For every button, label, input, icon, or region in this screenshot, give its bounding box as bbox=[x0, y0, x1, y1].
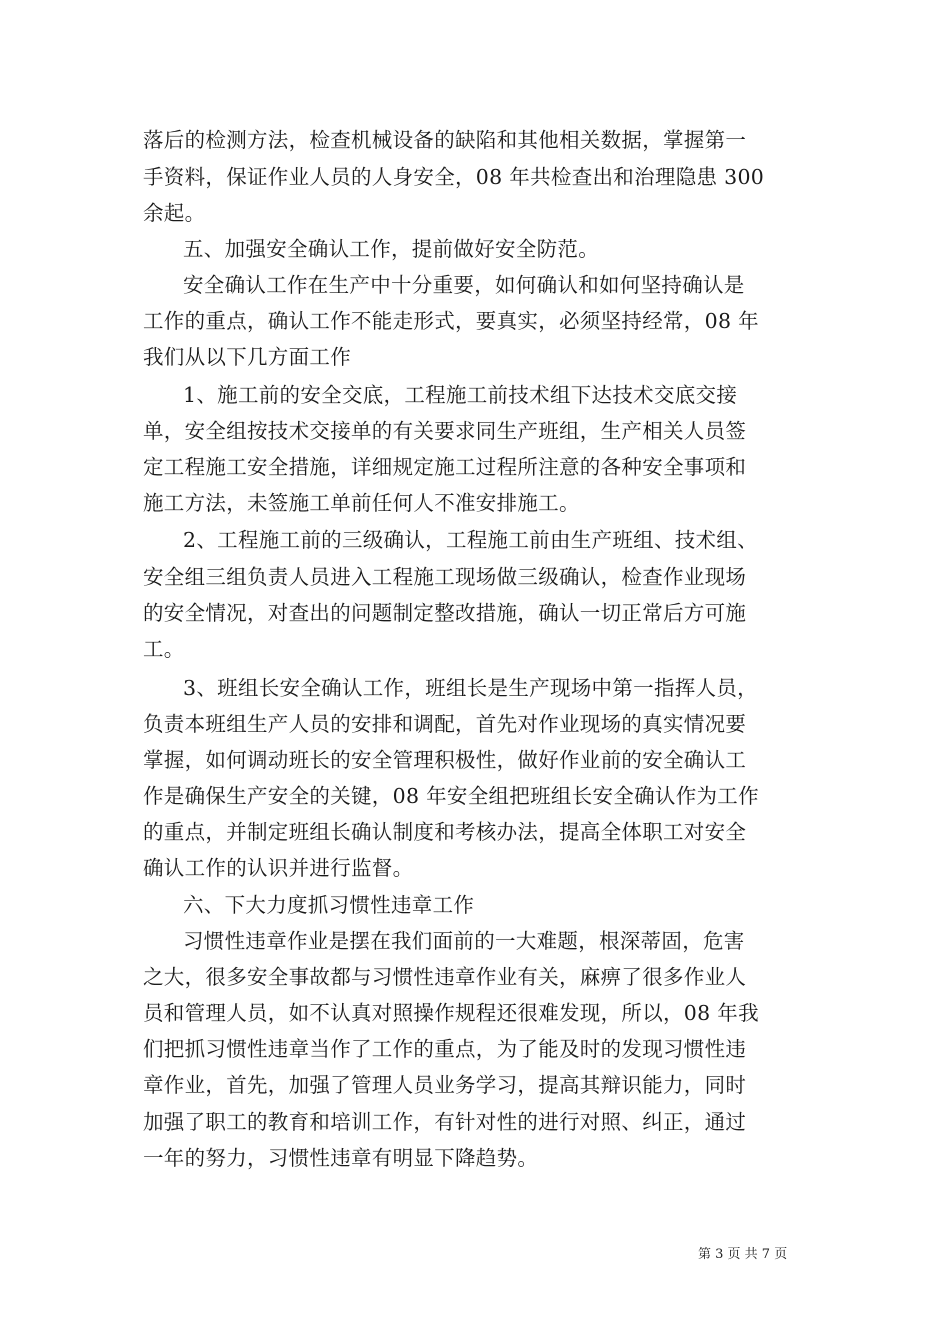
text-line: 1、施工前的安全交底，工程施工前技术组下达技术交底交接 bbox=[183, 383, 738, 407]
text-line: 确认工作的认识并进行监督。 bbox=[143, 856, 414, 880]
text-line: 工作的重点，确认工作不能走形式，要真实，必须坚持经常，08 年 bbox=[143, 309, 759, 333]
text-line: 的重点，并制定班组长确认制度和考核办法，提高全体职工对安全 bbox=[143, 820, 747, 844]
text-line: 工。 bbox=[143, 637, 185, 661]
text-line: 我们从以下几方面工作 bbox=[143, 345, 351, 369]
text-line: 章作业，首先，加强了管理人员业务学习，提高其辩识能力，同时 bbox=[143, 1073, 747, 1097]
text-line: 加强了职工的教育和培训工作，有针对性的进行对照、纠正，通过 bbox=[143, 1110, 747, 1134]
text-line: 安全组三组负责人员进入工程施工现场做三级确认，检查作业现场 bbox=[143, 565, 747, 589]
text-line: 余起。 bbox=[143, 201, 206, 225]
text-line: 手资料，保证作业人员的人身安全，08 年共检查出和治理隐患 300 bbox=[143, 165, 765, 189]
text-line: 安全确认工作在生产中十分重要，如何确认和如何坚持确认是 bbox=[183, 273, 745, 297]
section-heading: 五、加强安全确认工作，提前做好安全防范。 bbox=[183, 237, 599, 261]
section-heading: 六、下大力度抓习惯性违章工作 bbox=[183, 893, 475, 917]
page-number: 第 3 页 共 7 页 bbox=[698, 1247, 788, 1262]
text-line: 之大，很多安全事故都与习惯性违章作业有关，麻痹了很多作业人 bbox=[143, 965, 747, 989]
text-line: 的安全情况，对查出的问题制定整改措施，确认一切正常后方可施 bbox=[143, 601, 747, 625]
text-line: 落后的检测方法，检查机械设备的缺陷和其他相关数据，掌握第一 bbox=[143, 128, 747, 152]
text-line: 负责本班组生产人员的安排和调配，首先对作业现场的真实情况要 bbox=[143, 712, 747, 736]
text-line: 员和管理人员，如不认真对照操作规程还很难发现，所以，08 年我 bbox=[143, 1001, 759, 1025]
text-line: 3、班组长安全确认工作，班组长是生产现场中第一指挥人员， bbox=[183, 676, 758, 700]
text-line: 作是确保生产安全的关键，08 年安全组把班组长安全确认作为工作 bbox=[143, 784, 759, 808]
text-line: 习惯性违章作业是摆在我们面前的一大难题，根深蒂固，危害 bbox=[183, 929, 745, 953]
text-line: 们把抓习惯性违章当作了工作的重点，为了能及时的发现习惯性违 bbox=[143, 1037, 747, 1061]
text-line: 施工方法，未签施工单前任何人不准安排施工。 bbox=[143, 491, 580, 515]
text-line: 一年的努力，习惯性违章有明显下降趋势。 bbox=[143, 1146, 539, 1170]
text-line: 定工程施工安全措施，详细规定施工过程所注意的各种安全事项和 bbox=[143, 455, 747, 479]
text-line: 单，安全组按技术交接单的有关要求同生产班组，生产相关人员签 bbox=[143, 419, 747, 443]
text-line: 掌握，如何调动班长的安全管理积极性，做好作业前的安全确认工 bbox=[143, 748, 747, 772]
text-line: 2、工程施工前的三级确认，工程施工前由生产班组、技术组、 bbox=[183, 528, 758, 552]
